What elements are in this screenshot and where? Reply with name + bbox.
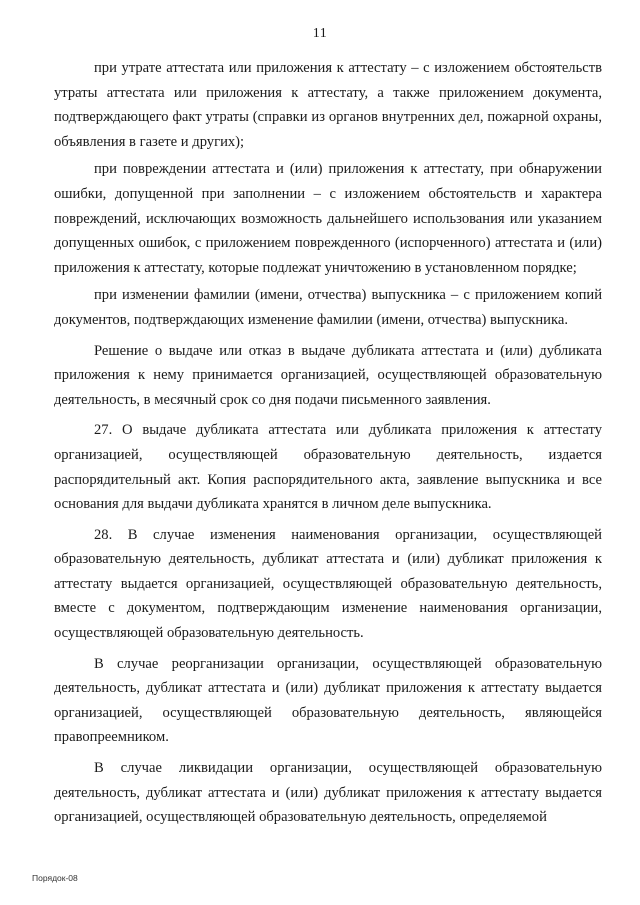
paragraph-clause-27: 27. О выдаче дубликата аттестата или дубликата приложения к аттестату организацией, осуществляющей образовательную деятельность, издается распорядительный акт. Копия распорядительного акта, заявление выпускника и все основания для выдачи дубликата хранятся в личном деле выпускника. bbox=[54, 422, 602, 513]
paragraph-clause-28: 28. В случае изменения наименования организации, осуществляющей образовательную деятельность, дубликат аттестата и (или) дубликат приложения к аттестату выдается организацией, осуществляющей образовательную деятельность, вместе с документом, подтверждающим изменение наименования организации, осуществляющей образовательную деятельность. bbox=[54, 526, 602, 642]
page-number: 11 bbox=[312, 26, 328, 41]
paragraph-loss: при утрате аттестата или приложения к аттестату – с изложением обстоятельств утраты аттестата или приложения к аттестату, а также приложением документа, подтверждающего факт утраты (справки из органов внутренних дел, пожарной охраны, объявления в газете и других); bbox=[54, 60, 602, 150]
paragraph-name-change: при изменении фамилии (имени, отчества) выпускника – с приложением копий документов, подтверждающих изменение фамилии (имени, отчества) выпускника. bbox=[54, 287, 602, 328]
document-body bbox=[54, 56, 602, 833]
paragraph-damage: при повреждении аттестата и (или) приложения к аттестату, при обнаружении ошибки, допущенной при заполнении – с изложением обстоятельств и характера повреждений, исключающих возможность дальнейшего использования или указанием допущенных ошибок, с приложением поврежденного (испорченного) аттестата и (или) приложения к аттестату, которые подлежат уничтожению в установленном порядке; bbox=[54, 161, 602, 276]
paragraph-decision: Решение о выдаче или отказ в выдаче дубликата аттестата и (или) дубликата приложения к нему принимается организацией, осуществляющей образовательную деятельность, в месячный срок со дня подачи письменного заявления. bbox=[54, 342, 602, 408]
paragraph-reorganization: В случае реорганизации организации, осуществляющей образовательную деятельность, дубликат аттестата и (или) дубликат приложения к аттестату выдается организацией, осуществляющей образовательную деятельность, являющейся правопреемником. bbox=[54, 655, 602, 746]
footer-document-code: Порядок-08 bbox=[32, 873, 78, 883]
paragraph-liquidation: В случае ликвидации организации, осуществляющей образовательную деятельность, дубликат аттестата и (или) дубликат приложения к аттестату выдается организацией, осуществляющей образовательную деятельность, определяемой bbox=[54, 760, 602, 826]
